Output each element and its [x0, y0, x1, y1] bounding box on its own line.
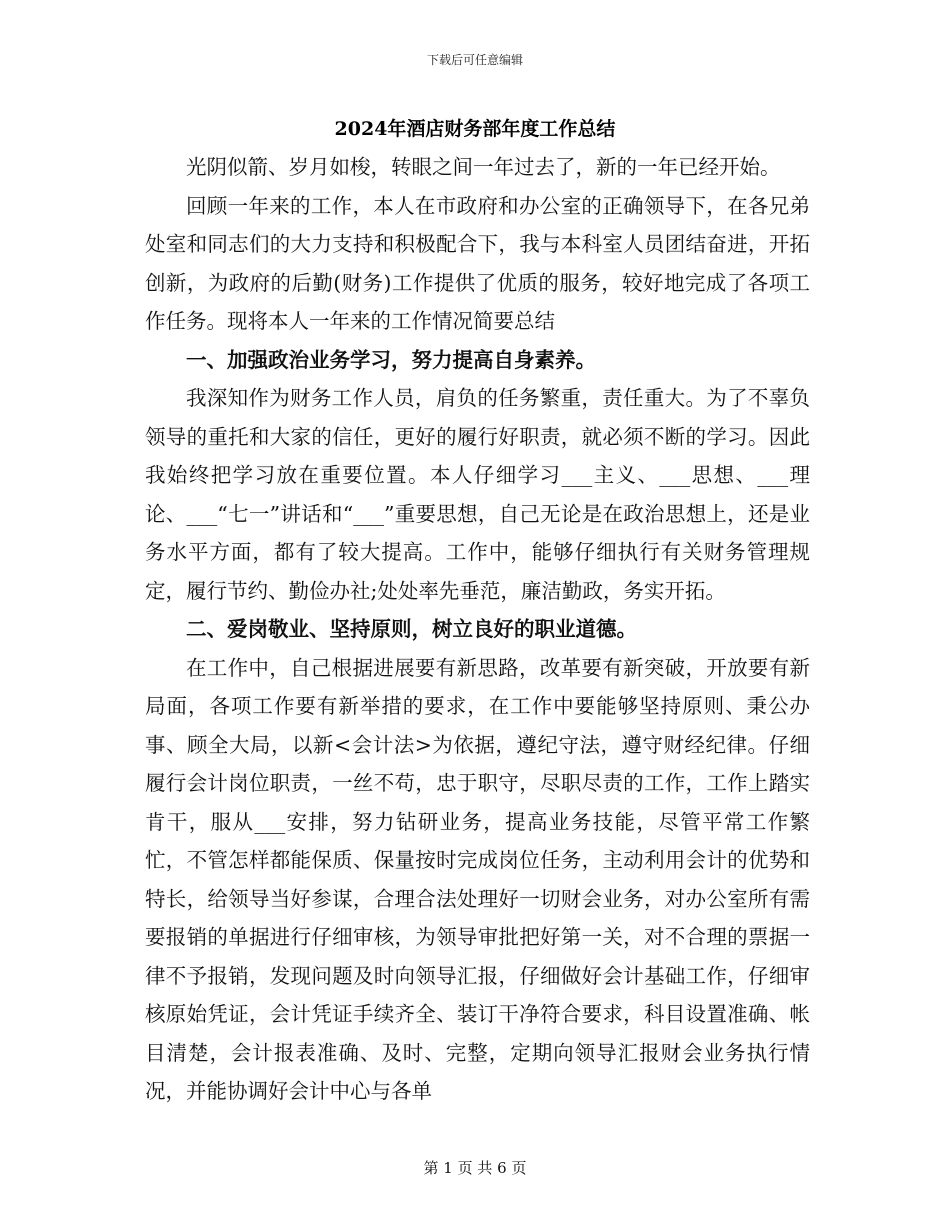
section-heading-1: 一、加强政治业务学习，努力提高自身素养。: [186, 347, 596, 372]
paragraph-study: 我深知作为财务工作人员，肩负的任务繁重，责任重大。为了不辜负领导的重托和大家的信任，更好的履行好职责，就必须不断的学习。因此我始终把学习放在重要位置。本人仔细学习___主义、___思想、___理论、___“七一”讲话和“___”重要思想，自己无论是在政治思想上，还是业务水平方面，都有了较大提高。工作中，能够仔细执行有关财务管理规定，履行节约、勤俭办社;处处率先垂范，廉洁勤政，务实开拓。: [145, 386, 810, 603]
paragraph-work: 在工作中，自己根据进展要有新思路，改革要有新突破，开放要有新局面，各项工作要有新举措的要求，在工作中要能够坚持原则、秉公办事、顾全大局，以新<会计法>为依据，遵纪守法，遵守财经纪律。仔细履行会计岗位职责，一丝不苟，忠于职守，尽职尽责的工作，工作上踏实肯干，服从___安排，努力钻研业务，提高业务技能，尽管平常工作繁忙，不管怎样都能保质、保量按时完成岗位任务，主动利用会计的优势和特长，给领导当好参谋，合理合法处理好一切财会业务，对办公室所有需要报销的单据进行仔细审核，为领导审批把好第一关，对不合理的票据一律不予报销，发现问题及时向领导汇报，仔细做好会计基础工作，仔细审核原始凭证，会计凭证手续齐全、装订干净符合要求，科目设置准确、帐目清楚，会计报表准确、及时、完整，定期向领导汇报财会业务执行情况，并能协调好会计中心与各单: [145, 655, 810, 1103]
header-note: 下载后可任意编辑: [426, 53, 523, 67]
document-title: 2024年酒店财务部年度工作总结: [334, 118, 616, 140]
document-body: [145, 148, 810, 1111]
section-heading-2: 二、爱岗敬业、坚持原则，树立良好的职业道德。: [186, 617, 637, 641]
paragraph-review: 回顾一年来的工作，本人在市政府和办公室的正确领导下，在各兄弟处室和同志们的大力支持和积极配合下，我与本科室人员团结奋进，开拓创新，为政府的后勤(财务)工作提供了优质的服务，较好地完成了各项工作任务。现将本人一年来的工作情况简要总结: [145, 193, 810, 333]
page-number: 第 1 页 共 6 页: [423, 1159, 527, 1177]
paragraph-intro: 光阴似箭、岁月如梭，转眼之间一年过去了，新的一年已经开始。: [186, 155, 781, 179]
